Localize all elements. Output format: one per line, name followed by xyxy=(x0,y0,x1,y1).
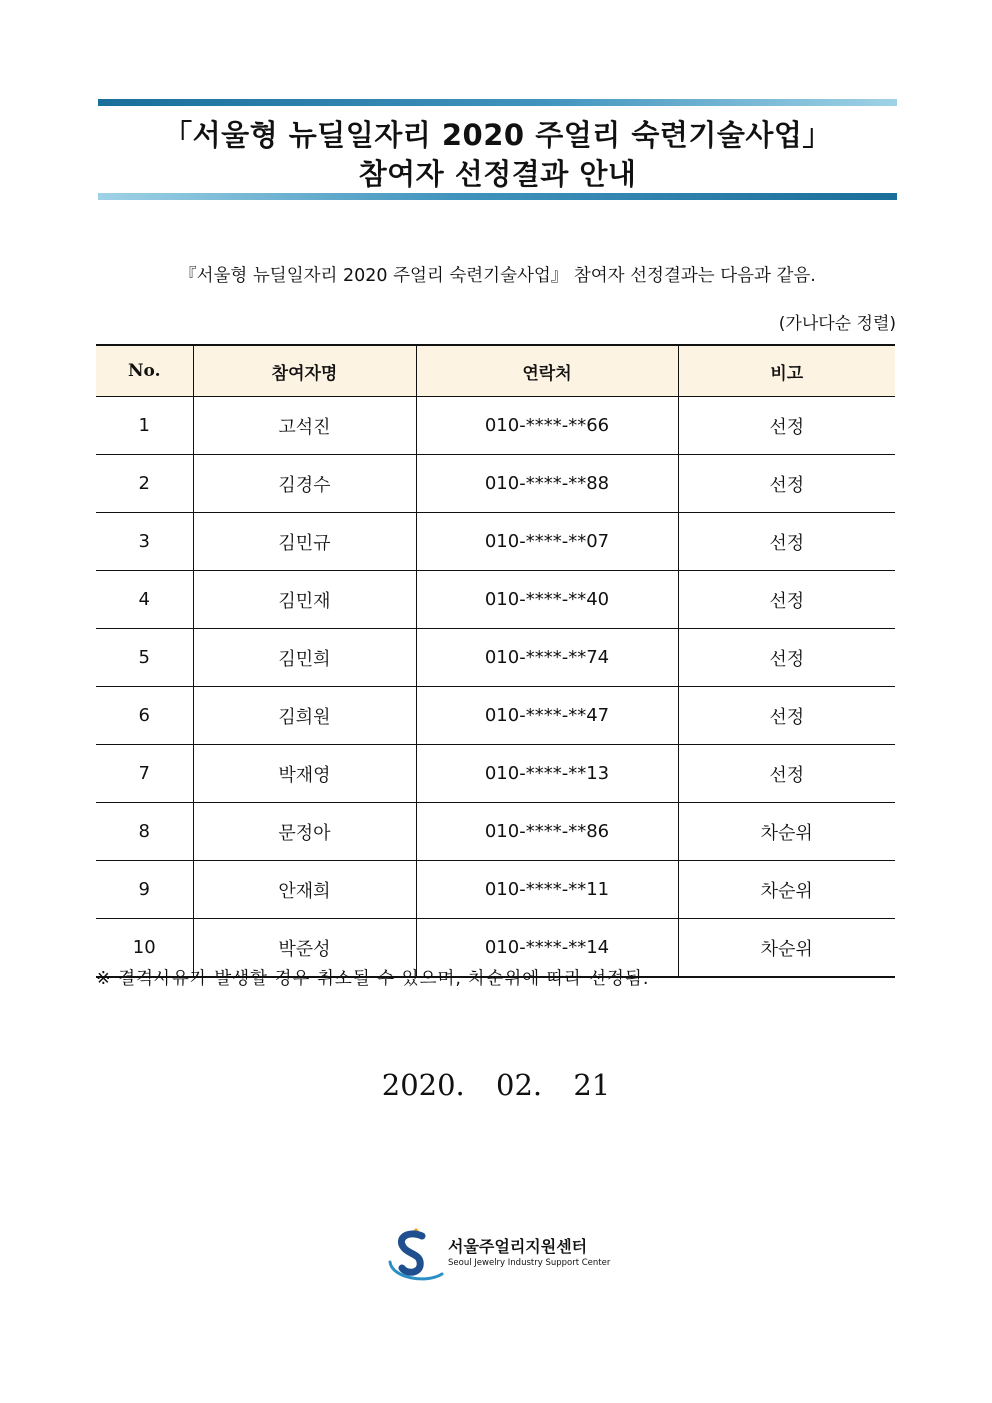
table-header-row xyxy=(96,345,895,397)
cell-phone: 010-****-**88 xyxy=(416,455,678,513)
cell-phone: 010-****-**40 xyxy=(416,571,678,629)
org-name-kr: 서울주얼리지원센터 xyxy=(448,1237,588,1256)
document-date: 2020. 02. 21 xyxy=(381,1068,611,1102)
jewelry-center-logo-icon xyxy=(386,1222,446,1286)
org-logo xyxy=(386,1222,616,1286)
cell-phone: 010-****-**47 xyxy=(416,687,678,745)
table-row xyxy=(96,687,895,745)
sort-note: (가나다순 정렬) xyxy=(778,314,896,334)
cell-no: 9 xyxy=(96,861,193,919)
cell-remark: 선정 xyxy=(678,745,895,803)
cell-remark: 선정 xyxy=(678,513,895,571)
cell-phone: 010-****-**86 xyxy=(416,803,678,861)
intro-text: 『서울형 뉴딜일자리 2020 주얼리 숙련기술사업』 참여자 선정결과는 다음과 같음. xyxy=(179,266,816,286)
results-table xyxy=(96,344,895,978)
cell-no: 1 xyxy=(96,397,193,455)
header-remark: 비고 xyxy=(678,345,895,397)
header-name: 참여자명 xyxy=(193,345,416,397)
cell-no: 5 xyxy=(96,629,193,687)
cell-no: 3 xyxy=(96,513,193,571)
header-no: No. xyxy=(96,345,193,397)
page-title-line2: 참여자 선정결과 안내 xyxy=(358,157,637,191)
org-name-en: Seoul Jewelry Industry Support Center xyxy=(448,1258,611,1268)
table-row xyxy=(96,803,895,861)
cell-remark: 선정 xyxy=(678,687,895,745)
cell-name: 김경수 xyxy=(193,455,416,513)
cell-phone: 010-****-**13 xyxy=(416,745,678,803)
table-row xyxy=(96,397,895,455)
cell-no: 7 xyxy=(96,745,193,803)
cell-name: 문정아 xyxy=(193,803,416,861)
cell-name: 김민희 xyxy=(193,629,416,687)
cell-name: 안재희 xyxy=(193,861,416,919)
cell-phone: 010-****-**14 xyxy=(416,919,678,978)
cell-remark: 차순위 xyxy=(678,919,895,978)
cell-remark: 선정 xyxy=(678,397,895,455)
table-row xyxy=(96,513,895,571)
header-phone: 연락처 xyxy=(416,345,678,397)
title-bar-top xyxy=(98,99,897,106)
table-row xyxy=(96,571,895,629)
cell-phone: 010-****-**07 xyxy=(416,513,678,571)
table-row xyxy=(96,745,895,803)
cell-no: 10 xyxy=(96,919,193,978)
title-bar-bottom xyxy=(98,193,897,200)
table-row xyxy=(96,455,895,513)
cell-remark: 선정 xyxy=(678,455,895,513)
cell-name: 고석진 xyxy=(193,397,416,455)
table-row xyxy=(96,861,895,919)
footnote: ※ 결격사유가 발생할 경우 취소될 수 있으며, 차순위에 따라 선정됨. xyxy=(96,969,650,989)
cell-phone: 010-****-**11 xyxy=(416,861,678,919)
cell-name: 박재영 xyxy=(193,745,416,803)
cell-no: 6 xyxy=(96,687,193,745)
cell-name: 김민재 xyxy=(193,571,416,629)
cell-remark: 차순위 xyxy=(678,803,895,861)
cell-name: 박준성 xyxy=(193,919,416,978)
cell-phone: 010-****-**66 xyxy=(416,397,678,455)
cell-remark: 차순위 xyxy=(678,861,895,919)
page-title-line1: 「서울형 뉴딜일자리 2020 주얼리 숙련기술사업」 xyxy=(163,118,832,152)
table-row xyxy=(96,629,895,687)
cell-no: 4 xyxy=(96,571,193,629)
cell-remark: 선정 xyxy=(678,571,895,629)
cell-no: 8 xyxy=(96,803,193,861)
cell-phone: 010-****-**74 xyxy=(416,629,678,687)
cell-remark: 선정 xyxy=(678,629,895,687)
cell-no: 2 xyxy=(96,455,193,513)
cell-name: 김희원 xyxy=(193,687,416,745)
cell-name: 김민규 xyxy=(193,513,416,571)
